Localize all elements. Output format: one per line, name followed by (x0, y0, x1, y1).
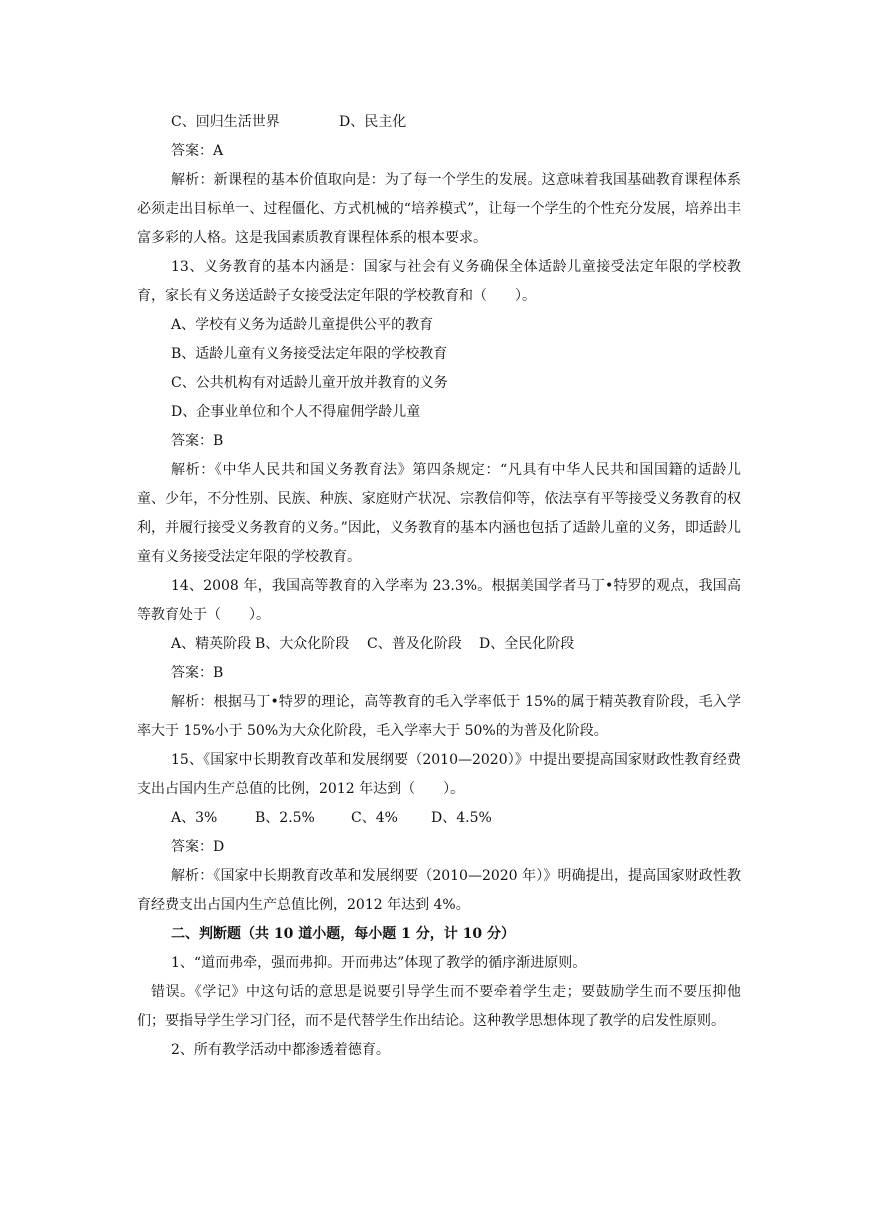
q13-option-d: D、企事业单位和个人不得雇佣学龄儿童 (171, 404, 421, 420)
q14-answer: 答案：B (171, 665, 224, 681)
q15-option-d: D、4.5% (431, 810, 492, 826)
q14-analysis: 解析：根据马丁•特罗的理论，高等教育的毛入学率低于 15%的属于精英教育阶段，毛入学率大于 15%小于 50%为大众化阶段，毛入学率大于 50%的为普及化阶段。 (137, 694, 741, 739)
q12-answer: 答案：A (171, 143, 224, 159)
judgment2-stem: 2、所有教学活动中都渗透着德育。 (171, 1042, 390, 1058)
q13-option-c: C、公共机构有对适龄儿童开放并教育的义务 (171, 375, 448, 391)
q14-stem: 14、2008 年，我国高等教育的入学率为 23.3%。根据美国学者马丁•特罗的观点，我国高等教育处于（ ）。 (137, 578, 741, 623)
judgment1-stem: 1、“道而弗牵，强而弗抑。开而弗达”体现了教学的循序渐进原则。 (171, 955, 587, 971)
q14-option-b: B、大众化阶段 (255, 636, 350, 652)
q15-option-c: C、4% (351, 810, 398, 826)
q12-options-row (137, 108, 741, 137)
q13-option-b: B、适龄儿童有义务接受法定年限的学校教育 (171, 346, 448, 362)
q15-analysis: 解析：《国家中长期教育改革和发展纲要（2010—2020 年）》明确提出，提高国家财政性教育经费支出占国内生产总值比例，2012 年达到 4%。 (137, 868, 741, 913)
q13-answer: 答案：B (171, 433, 224, 449)
section2-title: 二、判断题（共 10 道小题，每小题 1 分，计 10 分） (171, 926, 515, 942)
q15-option-a: A、3% (171, 810, 218, 826)
q13-stem: 13、义务教育的基本内涵是：国家与社会有义务确保全体适龄儿童接受法定年限的学校教育，家长有义务送适龄子女接受法定年限的学校教育和（ ）。 (137, 259, 741, 304)
q14-option-a: A、精英阶段 (171, 636, 252, 652)
q15-stem: 15、《国家中长期教育改革和发展纲要（2010—2020）》中提出要提高国家财政性教育经费支出占国内生产总值的比例，2012 年达到（ ）。 (137, 752, 741, 797)
q14-option-d: D、全民化阶段 (479, 636, 575, 652)
q15-options-row (137, 804, 741, 833)
q12-option-c: C、回归生活世界 (171, 114, 280, 130)
q12-analysis: 解析：新课程的基本价值取向是：为了每一个学生的发展。这意味着我国基础教育课程体系必须走出目标单一、过程僵化、方式机械的“培养模式”，让每一个学生的个性充分发展，培养出丰富多彩的人格。这是我国素质教育课程体系的根本要求。 (137, 172, 741, 246)
q14-options-row (137, 630, 741, 659)
judgment1-analysis: 错误。《学记》中这句话的意思是说要引导学生而不要牵着学生走；要鼓励学生而不要压抑他们；要指导学生学习门径，而不是代替学生作出结论。这种教学思想体现了教学的启发性原则。 (137, 984, 741, 1029)
q12-option-d: D、民主化 (339, 114, 407, 130)
q15-option-b: B、2.5% (255, 810, 315, 826)
q14-option-c: C、普及化阶段 (367, 636, 462, 652)
q13-option-a: A、学校有义务为适龄儿童提供公平的教育 (171, 317, 434, 333)
q15-answer: 答案：D (171, 839, 225, 855)
page-content (137, 108, 741, 1065)
q13-analysis: 解析：《中华人民共和国义务教育法》第四条规定：“凡具有中华人民共和国国籍的适龄儿童、少年，不分性别、民族、种族、家庭财产状况、宗教信仰等，依法享有平等接受义务教育的权利，并履行接受义务教育的义务。”因此，义务教育的基本内涵也包括了适龄儿童的义务，即适龄儿童有义务接受法定年限的学校教育。 (137, 462, 741, 565)
